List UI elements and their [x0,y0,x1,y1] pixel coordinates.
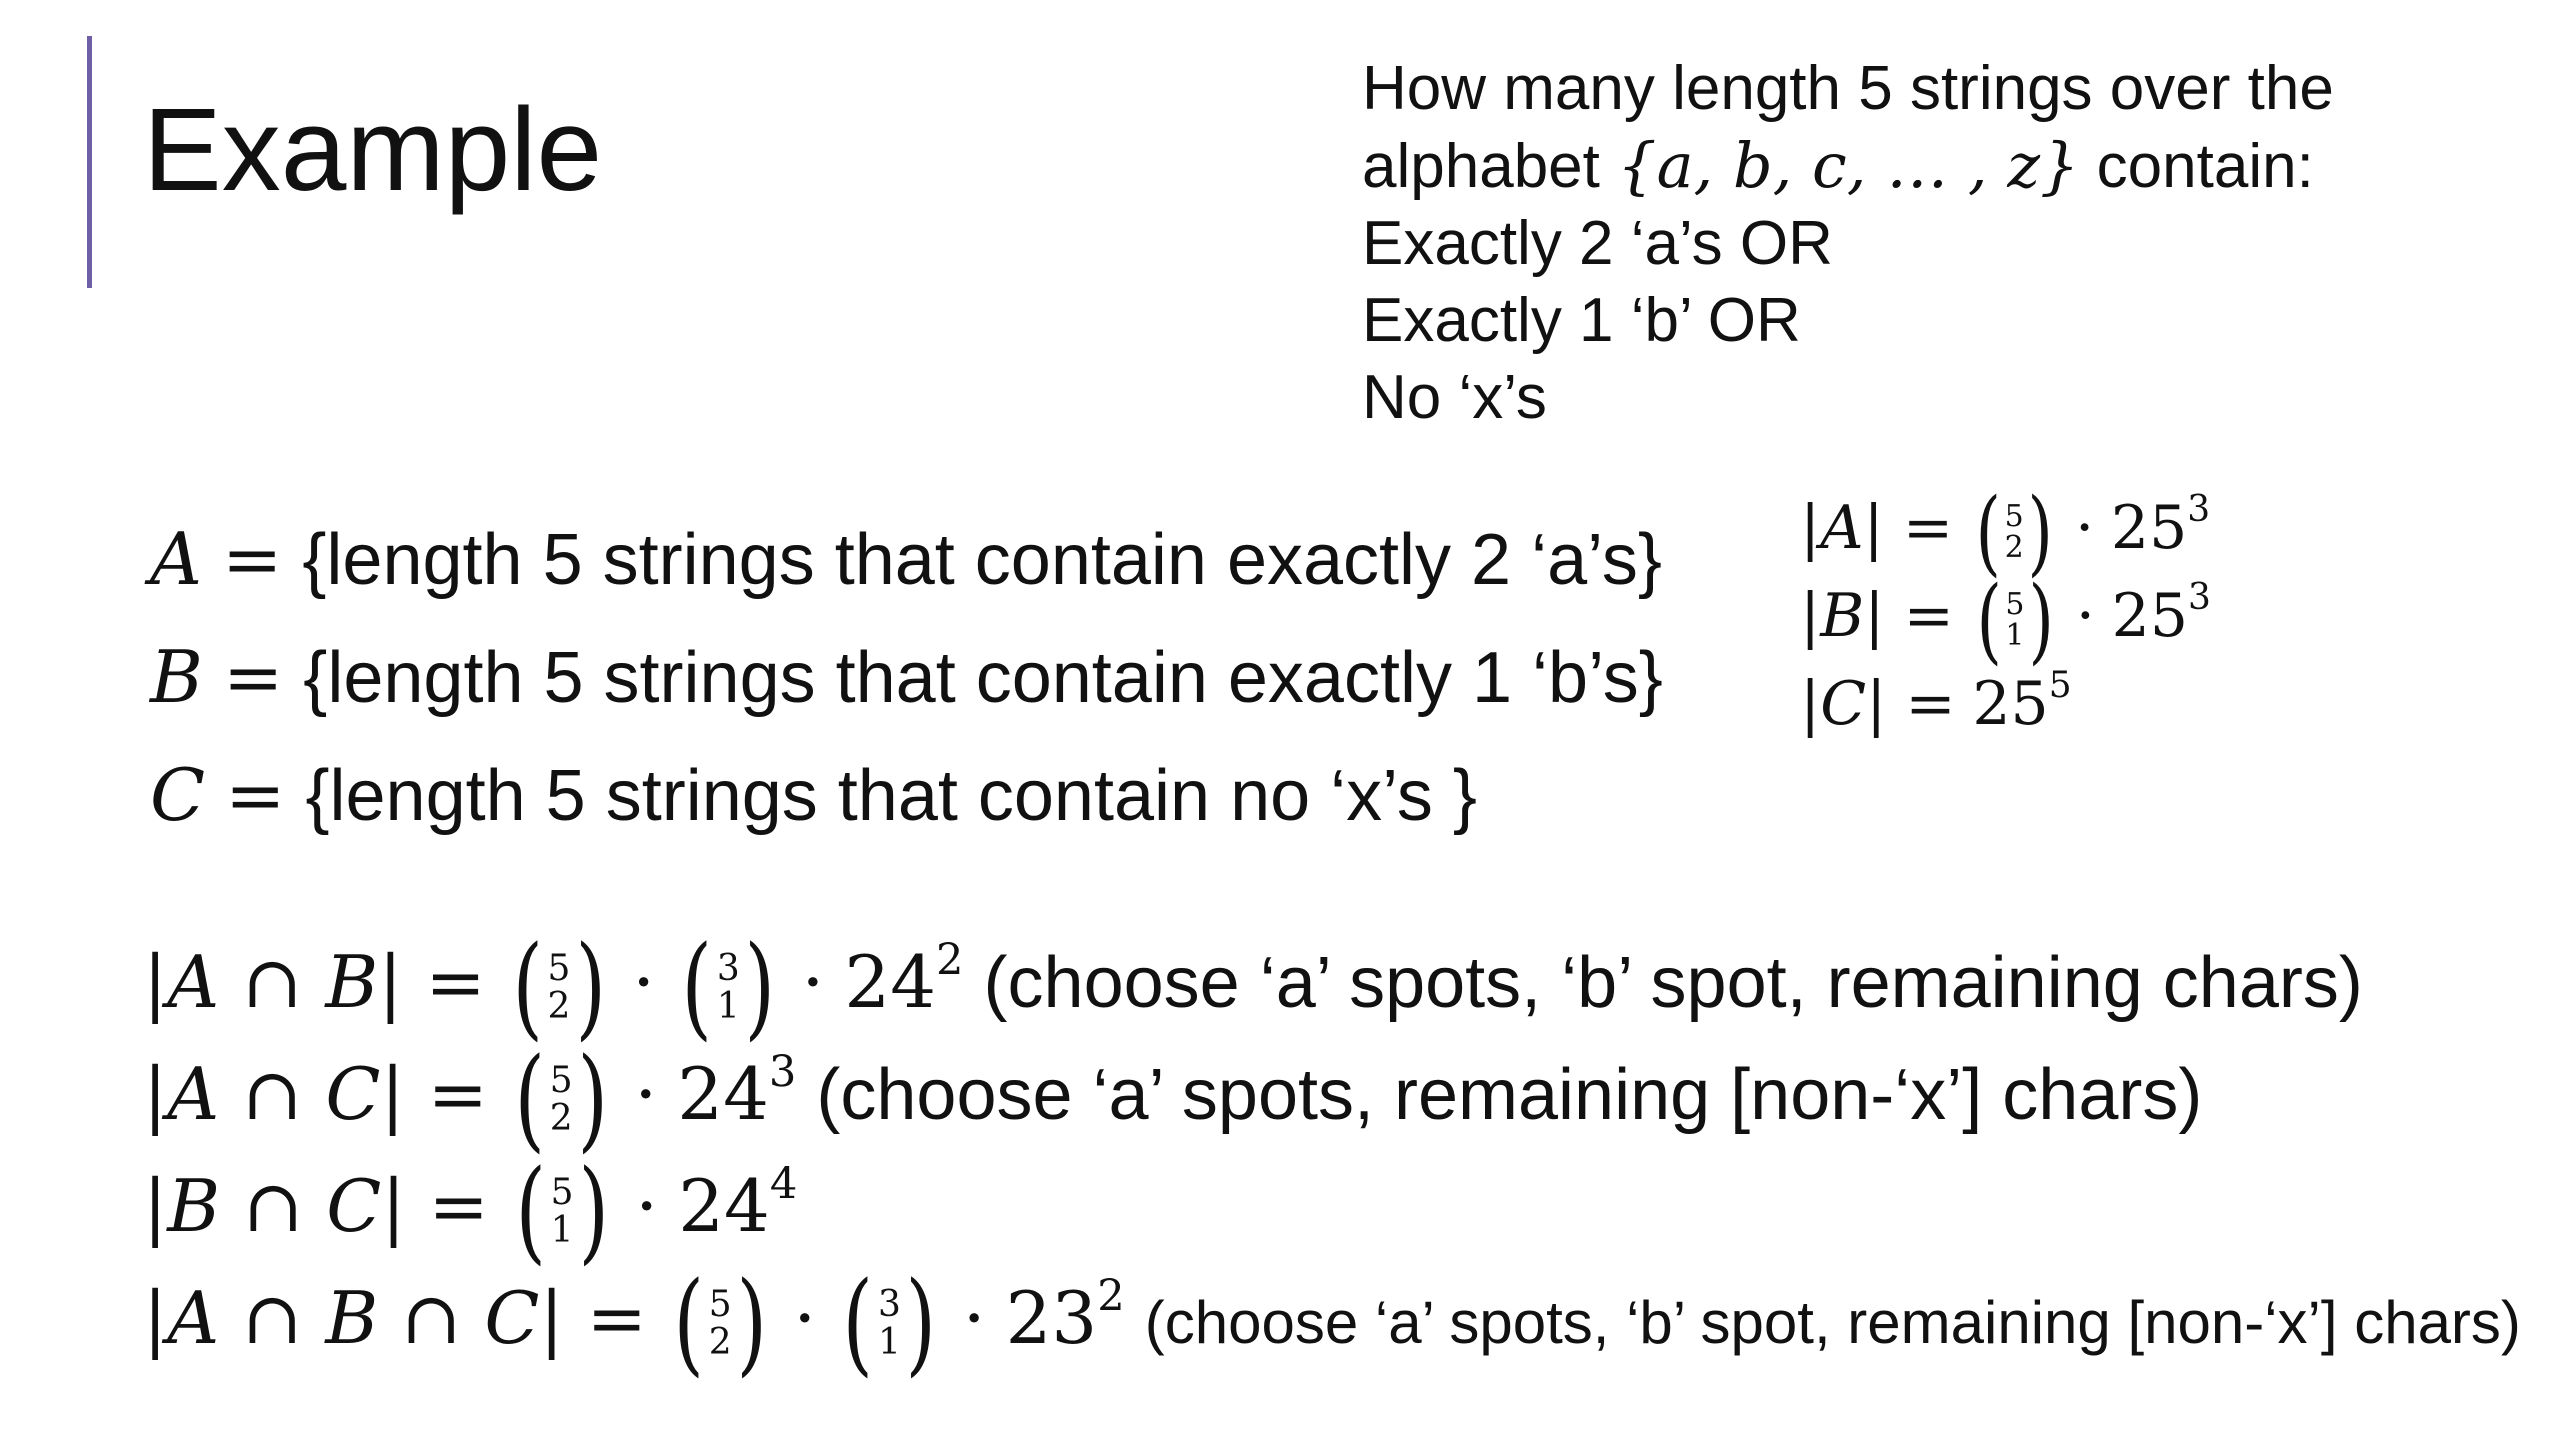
explanation-note: (choose ‘a’ spots, ‘b’ spot, remaining chars) [983,943,2363,1023]
binom-top: 5 [2004,498,2024,534]
power-exponent: 2 [1097,1271,1125,1322]
binomial-coefficient: ( 5 2 ) [512,922,606,1053]
intersection-b-c [143,1146,2521,1277]
cardinality-b [1800,565,2211,674]
set-symbol: C [150,753,206,837]
set-symbol: B [150,635,203,719]
dot-operator: · [632,940,656,1024]
binomial-coefficient: ( 3 1 ) [842,1258,937,1389]
dot-operator: · [2075,493,2095,563]
dot-operator: · [962,1276,986,1360]
intersection-lhs: |A ∩ C| = [143,1052,488,1136]
question-text [1362,50,2512,436]
power-exponent: 3 [768,1047,797,1098]
set-symbol: A [150,517,202,601]
question-line-2 [1362,127,2512,205]
binom-top: 5 [550,1172,574,1214]
binom-bottom: 2 [547,985,571,1027]
slide-title: Example [143,84,603,216]
intersection-lhs: |B ∩ C| = [143,1164,489,1248]
set-description: {length 5 strings that contain exactly 2 ‘a’s} [302,520,1662,600]
binom-top: 3 [716,948,740,990]
set-description: {length 5 strings that contain exactly 1 ‘b’s} [303,638,1663,718]
power-exponent: 5 [2048,665,2072,706]
binom-bottom: 2 [549,1097,573,1139]
intersections [143,922,2521,1389]
cardinality-a [1800,477,2211,586]
cardinality-lhs: |B| = [1800,581,1954,651]
binom-top: 5 [708,1284,732,1326]
intersection-lhs: |A ∩ B| = [143,940,486,1024]
dot-operator: · [801,940,825,1024]
set-definition-a [150,500,1663,618]
binom-top: 5 [547,948,571,990]
dot-operator: · [2075,581,2095,651]
binom-bottom: 1 [878,1321,901,1363]
alphabet-set: {a, b, c, … , z} [1617,129,2080,202]
binom-bottom: 1 [550,1209,574,1251]
title-accent-bar [87,36,92,288]
binom-bottom: 1 [716,985,740,1027]
question-contain-label: contain: [2096,132,2314,201]
binomial-coefficient: ( 5 1 ) [1975,565,2054,674]
question-alphabet-label: alphabet [1362,132,1600,201]
dot-operator: · [634,1052,658,1136]
power-base: 24 [678,1164,770,1248]
question-line-5: No ‘x’s [1362,363,1547,432]
binomial-coefficient: ( 5 2 ) [1975,477,2054,586]
power-base: 24 [844,940,937,1024]
power-base: 23 [1005,1276,1098,1360]
question-line-3: Exactly 2 ‘a’s OR [1362,209,1833,278]
power-base: 25 [2110,493,2188,563]
explanation-note: (choose ‘a’ spots, ‘b’ spot, remaining [non-‘x’] chars) [1144,1289,2521,1356]
question-line-1: How many length 5 strings over the [1362,54,2334,123]
intersection-lhs: |A ∩ B ∩ C| = [143,1276,647,1360]
power-exponent: 2 [936,935,964,986]
binom-bottom: 1 [2005,618,2025,654]
binom-top: 5 [2005,586,2025,622]
dot-operator: · [793,1276,817,1360]
explanation-note: (choose ‘a’ spots, remaining [non-‘x’] chars) [816,1055,2203,1135]
intersection-a-b [143,922,2521,1053]
equals-sign: = [222,517,283,601]
binomial-coefficient: ( 3 1 ) [681,922,775,1053]
cardinality-lhs: |A| = [1800,493,1954,563]
power-base: 24 [677,1052,769,1136]
cardinality-c [1800,660,2211,748]
binom-top: 5 [549,1060,573,1102]
binomial-coefficient: ( 5 2 ) [514,1034,608,1165]
set-definition-b [150,618,1663,736]
binomial-coefficient: ( 5 2 ) [673,1258,767,1389]
power-exponent: 3 [2188,577,2211,618]
intersection-a-b-c [143,1258,2521,1389]
power-base: 25 [1972,669,2049,739]
set-description: {length 5 strings that contain no ‘x’s } [305,756,1477,836]
power-exponent: 3 [2187,489,2211,530]
binom-bottom: 2 [2004,530,2024,566]
binomial-coefficient: ( 5 1 ) [515,1146,609,1277]
power-base: 25 [2111,581,2189,651]
intersection-a-c [143,1034,2521,1165]
cardinalities [1800,477,2211,748]
binom-top: 3 [878,1284,901,1326]
question-line-4: Exactly 1 ‘b’ OR [1362,286,1801,355]
equals-sign: = [225,753,286,837]
set-definition-c [150,736,1663,854]
cardinality-lhs: |C| = [1800,669,1956,739]
dot-operator: · [635,1164,659,1248]
power-exponent: 4 [769,1159,798,1210]
binom-bottom: 2 [708,1321,732,1363]
set-definitions [150,500,1663,854]
equals-sign: = [222,635,284,719]
